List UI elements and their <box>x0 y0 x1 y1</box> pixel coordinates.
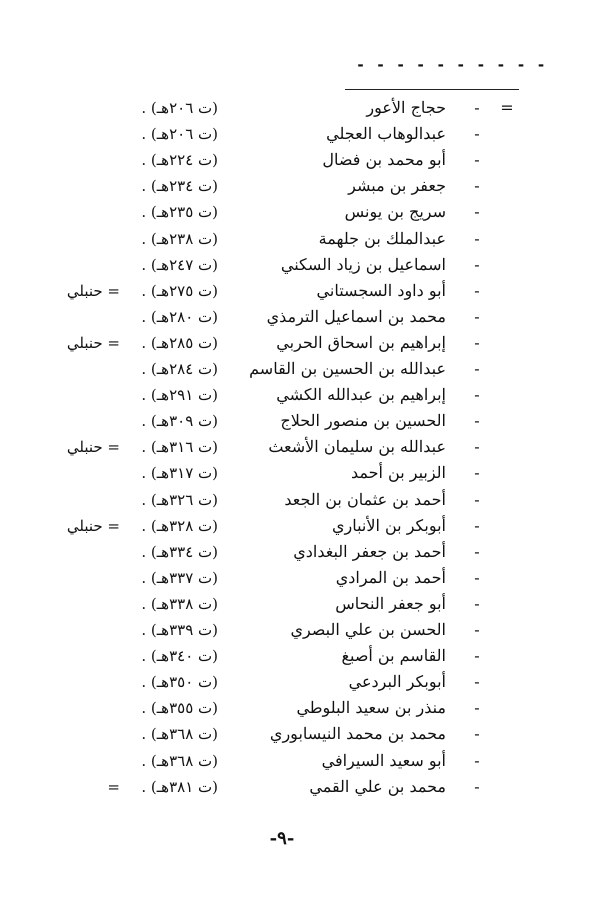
person-name: الحسن بن علي البصري <box>290 620 446 639</box>
row-dash: - <box>474 332 480 352</box>
list-item <box>0 436 596 462</box>
list-item <box>0 123 596 149</box>
row-dash: - <box>474 515 480 535</box>
row-dash: - <box>474 437 480 457</box>
death-date: (ت ٢٨٥هـ) . <box>141 333 218 352</box>
death-date: (ت ٣٥٥هـ) . <box>141 699 218 718</box>
death-date: (ت ٢٤٧هـ) . <box>141 255 218 274</box>
death-date: (ت ٣٨١هـ) . <box>141 777 218 796</box>
page-number: -٩- <box>269 828 295 849</box>
list-item <box>0 671 596 697</box>
death-date: (ت ٣٣٩هـ) . <box>141 621 218 639</box>
person-name: أحمد بن جعفر البغدادي <box>293 541 446 561</box>
row-dash: - <box>474 567 480 587</box>
dashed-separator: - - - - - - - - - - <box>356 56 547 74</box>
person-name: محمد بن محمد النيسابوري <box>269 724 446 744</box>
list-item <box>0 280 596 306</box>
death-date: (ت ٣٤٠هـ) . <box>141 647 218 666</box>
row-dash: - <box>474 202 480 222</box>
death-date: (ت ٣٠٩هـ) . <box>141 412 218 431</box>
row-dash: - <box>474 463 480 483</box>
person-name: إبراهيم بن عبدالله الكشي <box>276 385 446 405</box>
list-item <box>0 776 596 802</box>
person-name: جعفر بن مبشر <box>348 176 446 196</box>
person-name: اسماعيل بن زياد السكني <box>280 254 446 274</box>
death-date: (ت ٣١٧هـ) . <box>141 464 218 483</box>
list-item <box>0 332 596 358</box>
list-item <box>0 228 596 254</box>
row-dash: - <box>474 150 480 170</box>
person-name: القاسم بن أصبغ <box>341 646 446 666</box>
death-date: (ت ٢٠٦هـ) . <box>141 125 218 144</box>
list-item <box>0 541 596 567</box>
row-dash: - <box>474 124 480 144</box>
person-name: أبو جعفر النحاس <box>335 593 446 613</box>
person-name: إبراهيم بن اسحاق الحربي <box>276 332 446 352</box>
person-name: حجاج الأعور <box>366 98 446 117</box>
list-item <box>0 723 596 749</box>
list-item <box>0 254 596 280</box>
list-item <box>0 175 596 201</box>
death-date: (ت ٣٣٧هـ) . <box>141 568 218 587</box>
madhhab-note: = حنبلي <box>66 281 120 300</box>
death-date: (ت ٣٣٤هـ) . <box>141 542 218 561</box>
row-dash: - <box>474 698 480 718</box>
person-name: أبوبكر البردعي <box>348 672 446 692</box>
row-dash: - <box>474 254 480 274</box>
death-date: (ت ٢٣٥هـ) . <box>141 203 218 222</box>
person-name: محمد بن اسماعيل الترمذي <box>266 306 446 326</box>
person-name: الحسين بن منصور الحلاج <box>280 411 446 431</box>
row-dash: - <box>474 620 480 639</box>
death-date: (ت ٣٦٨هـ) . <box>141 751 218 770</box>
list-item <box>0 515 596 541</box>
row-dash: - <box>474 280 480 300</box>
row-marker: = <box>500 98 514 117</box>
person-name: سريج بن يونس <box>344 202 446 222</box>
death-date: (ت ٣٥٠هـ) . <box>141 673 218 692</box>
person-name: أحمد بن عثمان بن الجعد <box>284 489 446 509</box>
row-dash: - <box>474 541 480 561</box>
list-item <box>0 645 596 671</box>
list-item <box>0 750 596 776</box>
madhhab-note: = حنبلي <box>66 438 120 457</box>
list-item <box>0 619 596 645</box>
death-date: (ت ٣٢٦هـ) . <box>141 490 218 509</box>
row-dash: - <box>474 750 480 770</box>
list-item <box>0 489 596 515</box>
person-name: منذر بن سعيد البلوطي <box>296 698 446 718</box>
row-dash: - <box>474 489 480 509</box>
row-dash: - <box>474 411 480 431</box>
person-name: عبدالملك بن جلهمة <box>318 228 446 248</box>
death-date: (ت ٢٣٨هـ) . <box>141 229 218 248</box>
row-dash: - <box>474 593 480 613</box>
row-dash: - <box>474 646 480 666</box>
list-item <box>0 697 596 723</box>
list-item <box>0 462 596 488</box>
list-item <box>0 201 596 227</box>
death-date: (ت ٢٧٥هـ) . <box>141 281 218 300</box>
horizontal-rule <box>345 89 519 90</box>
list-item <box>0 358 596 384</box>
death-date: (ت ٣٦٨هـ) . <box>141 725 218 744</box>
madhhab-note: = <box>107 777 120 796</box>
row-dash: - <box>474 359 480 378</box>
row-dash: - <box>474 672 480 692</box>
death-date: (ت ٣١٦هـ) . <box>141 438 218 457</box>
row-dash: - <box>474 176 480 196</box>
person-name: أبو محمد بن فضال <box>322 150 446 170</box>
list-item <box>0 97 596 123</box>
death-date: (ت ٢٨٠هـ) . <box>141 307 218 326</box>
list-item <box>0 384 596 410</box>
person-name: أبو سعيد السيرافي <box>321 750 446 770</box>
row-dash: - <box>474 98 480 117</box>
person-name: أبوبكر بن الأنباري <box>331 515 446 535</box>
person-name: أحمد بن المرادي <box>335 567 446 587</box>
person-name: عبدالوهاب العجلي <box>326 124 446 144</box>
madhhab-note: = حنبلي <box>66 516 120 535</box>
person-name: أبو داود السجستاني <box>316 280 446 300</box>
madhhab-note: = حنبلي <box>66 333 120 352</box>
death-date: (ت ٢٠٦هـ) . <box>141 99 218 117</box>
death-date: (ت ٢٩١هـ) . <box>141 386 218 405</box>
list-item <box>0 410 596 436</box>
list-item <box>0 149 596 175</box>
row-dash: - <box>474 306 480 326</box>
row-dash: - <box>474 724 480 744</box>
person-name: محمد بن علي القمي <box>309 776 446 796</box>
list-item <box>0 593 596 619</box>
death-date: (ت ٢٢٤هـ) . <box>141 151 218 170</box>
death-date: (ت ٢٨٤هـ) . <box>141 360 218 378</box>
person-name: عبدالله بن الحسين بن القاسم <box>249 359 446 378</box>
list-item <box>0 567 596 593</box>
person-name: عبدالله بن سليمان الأشعث <box>268 437 446 457</box>
row-dash: - <box>474 228 480 248</box>
death-date: (ت ٣٢٨هـ) . <box>141 516 218 535</box>
row-dash: - <box>474 776 480 796</box>
death-date: (ت ٣٣٨هـ) . <box>141 594 218 613</box>
list-item <box>0 306 596 332</box>
death-date: (ت ٢٣٤هـ) . <box>141 177 218 196</box>
row-dash: - <box>474 385 480 405</box>
person-name: الزبير بن أحمد <box>350 463 446 483</box>
